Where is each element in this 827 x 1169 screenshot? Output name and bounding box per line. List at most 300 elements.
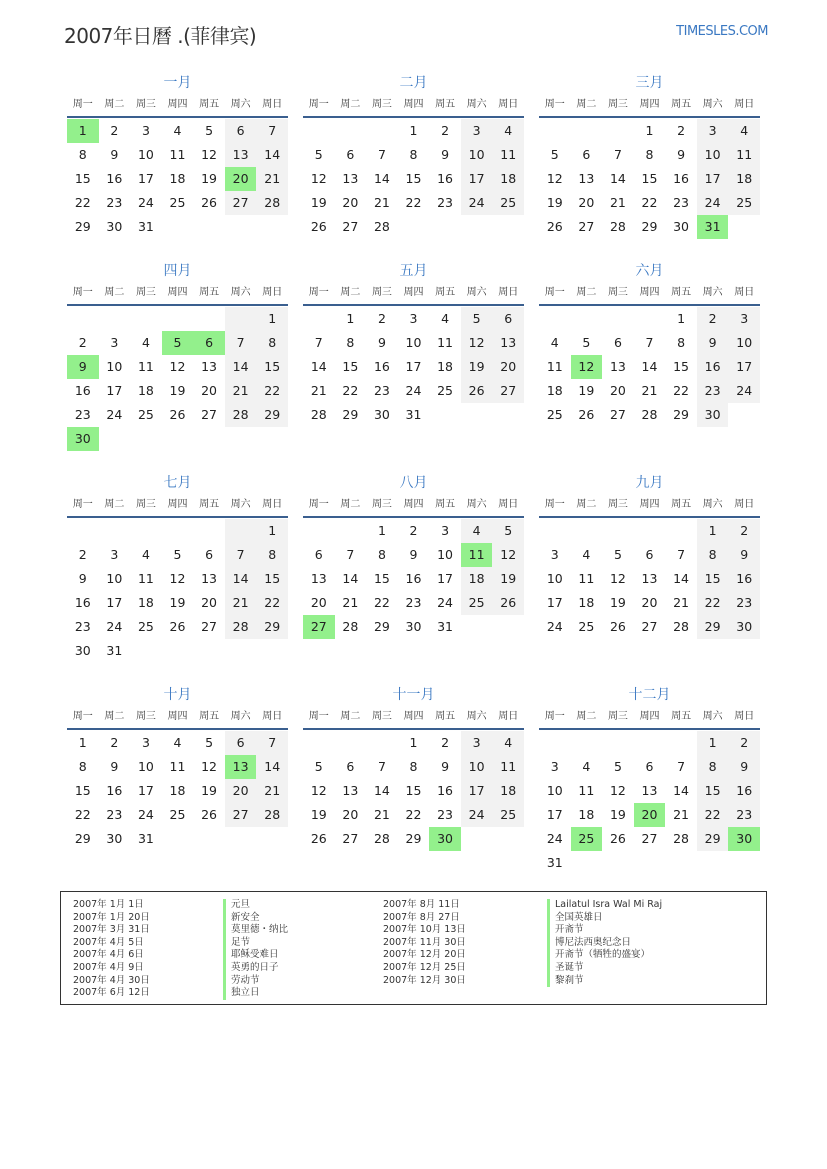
day-cell[interactable]: 24 xyxy=(461,803,493,827)
day-cell[interactable]: 10 xyxy=(697,143,729,167)
day-cell[interactable]: 16 xyxy=(405,571,422,586)
day-cell[interactable]: 7 xyxy=(314,335,323,350)
day-cell[interactable]: 19 xyxy=(201,171,218,186)
day-cell[interactable]: 30 xyxy=(106,219,123,234)
day-cell[interactable]: 14 xyxy=(342,571,359,586)
day-cell[interactable]: 12 xyxy=(310,783,327,798)
day-cell[interactable]: 10 xyxy=(546,783,563,798)
day-cell[interactable]: 26 xyxy=(201,807,218,822)
day-cell[interactable]: 15 xyxy=(256,567,288,591)
day-cell[interactable]: 13 xyxy=(342,783,359,798)
day-cell[interactable]: 24 xyxy=(546,619,563,634)
day-cell[interactable]: 29 xyxy=(373,619,390,634)
day-cell[interactable]: 2 xyxy=(697,307,729,331)
day-cell[interactable]: 16 xyxy=(728,567,760,591)
day-cell[interactable]: 3 xyxy=(141,123,150,138)
day-cell[interactable]: 3 xyxy=(461,731,493,755)
day-cell[interactable]: 29 xyxy=(697,827,729,851)
day-cell[interactable]: 30 xyxy=(429,827,461,851)
day-cell[interactable]: 5 xyxy=(205,735,214,750)
day-cell[interactable]: 25 xyxy=(571,827,603,851)
day-cell[interactable]: 18 xyxy=(437,359,454,374)
day-cell[interactable]: 26 xyxy=(609,831,626,846)
day-cell[interactable]: 2 xyxy=(110,735,119,750)
day-cell[interactable]: 19 xyxy=(578,383,595,398)
day-cell[interactable]: 8 xyxy=(677,335,686,350)
day-cell[interactable]: 12 xyxy=(546,171,563,186)
day-cell[interactable]: 8 xyxy=(78,759,87,774)
day-cell[interactable]: 11 xyxy=(169,147,186,162)
day-cell[interactable]: 18 xyxy=(137,595,154,610)
day-cell[interactable]: 11 xyxy=(137,571,154,586)
day-cell[interactable]: 23 xyxy=(437,807,454,822)
day-cell[interactable]: 8 xyxy=(256,331,288,355)
day-cell[interactable]: 17 xyxy=(106,595,123,610)
day-cell[interactable]: 31 xyxy=(697,215,729,239)
day-cell[interactable]: 4 xyxy=(550,335,559,350)
day-cell[interactable]: 28 xyxy=(225,403,257,427)
day-cell[interactable]: 22 xyxy=(373,595,390,610)
day-cell[interactable]: 12 xyxy=(201,147,218,162)
day-cell[interactable]: 17 xyxy=(461,779,493,803)
day-cell[interactable]: 2 xyxy=(441,123,450,138)
day-cell[interactable]: 6 xyxy=(582,147,591,162)
day-cell[interactable]: 31 xyxy=(437,619,454,634)
day-cell[interactable]: 10 xyxy=(405,335,422,350)
day-cell[interactable]: 4 xyxy=(141,547,150,562)
day-cell[interactable]: 23 xyxy=(74,407,91,422)
day-cell[interactable]: 15 xyxy=(256,355,288,379)
day-cell[interactable]: 13 xyxy=(641,571,658,586)
day-cell[interactable]: 1 xyxy=(677,311,686,326)
day-cell[interactable]: 4 xyxy=(173,123,182,138)
day-cell[interactable]: 2 xyxy=(409,523,418,538)
day-cell[interactable]: 18 xyxy=(728,167,760,191)
day-cell[interactable]: 30 xyxy=(74,643,91,658)
day-cell[interactable]: 5 xyxy=(613,547,622,562)
day-cell[interactable]: 13 xyxy=(310,571,327,586)
day-cell[interactable]: 13 xyxy=(609,359,626,374)
day-cell[interactable]: 7 xyxy=(677,759,686,774)
day-cell[interactable]: 27 xyxy=(225,191,257,215)
day-cell[interactable]: 28 xyxy=(673,831,690,846)
day-cell[interactable]: 7 xyxy=(377,147,386,162)
day-cell[interactable]: 27 xyxy=(578,219,595,234)
day-cell[interactable]: 18 xyxy=(169,171,186,186)
day-cell[interactable]: 12 xyxy=(461,331,493,355)
day-cell[interactable]: 14 xyxy=(373,783,390,798)
day-cell[interactable]: 29 xyxy=(641,219,658,234)
day-cell[interactable]: 14 xyxy=(609,171,626,186)
day-cell[interactable]: 28 xyxy=(373,831,390,846)
day-cell[interactable]: 16 xyxy=(437,783,454,798)
day-cell[interactable]: 21 xyxy=(373,807,390,822)
day-cell[interactable]: 24 xyxy=(106,619,123,634)
day-cell[interactable]: 6 xyxy=(193,331,225,355)
day-cell[interactable]: 22 xyxy=(641,195,658,210)
day-cell[interactable]: 26 xyxy=(169,619,186,634)
day-cell[interactable]: 9 xyxy=(728,543,760,567)
day-cell[interactable]: 24 xyxy=(728,379,760,403)
day-cell[interactable]: 11 xyxy=(578,571,595,586)
day-cell[interactable]: 6 xyxy=(492,307,524,331)
day-cell[interactable]: 1 xyxy=(256,307,288,331)
day-cell[interactable]: 5 xyxy=(613,759,622,774)
day-cell[interactable]: 5 xyxy=(205,123,214,138)
day-cell[interactable]: 26 xyxy=(169,407,186,422)
day-cell[interactable]: 16 xyxy=(373,359,390,374)
day-cell[interactable]: 9 xyxy=(441,147,450,162)
day-cell[interactable]: 8 xyxy=(697,543,729,567)
day-cell[interactable]: 28 xyxy=(256,191,288,215)
day-cell[interactable]: 24 xyxy=(546,831,563,846)
day-cell[interactable]: 1 xyxy=(645,123,654,138)
day-cell[interactable]: 11 xyxy=(492,143,524,167)
day-cell[interactable]: 9 xyxy=(78,571,87,586)
day-cell[interactable]: 28 xyxy=(641,407,658,422)
day-cell[interactable]: 9 xyxy=(110,759,119,774)
day-cell[interactable]: 23 xyxy=(673,195,690,210)
day-cell[interactable]: 8 xyxy=(645,147,654,162)
day-cell[interactable]: 14 xyxy=(641,359,658,374)
day-cell[interactable]: 20 xyxy=(609,383,626,398)
day-cell[interactable]: 10 xyxy=(461,143,493,167)
day-cell[interactable]: 6 xyxy=(225,731,257,755)
day-cell[interactable]: 20 xyxy=(492,355,524,379)
day-cell[interactable]: 5 xyxy=(173,547,182,562)
day-cell[interactable]: 11 xyxy=(137,359,154,374)
day-cell[interactable]: 25 xyxy=(437,383,454,398)
site-name[interactable]: TIMESLES.COM xyxy=(676,24,768,39)
day-cell[interactable]: 16 xyxy=(673,171,690,186)
day-cell[interactable]: 22 xyxy=(74,195,91,210)
day-cell[interactable]: 9 xyxy=(697,331,729,355)
day-cell[interactable]: 30 xyxy=(697,403,729,427)
day-cell[interactable]: 15 xyxy=(405,783,422,798)
day-cell[interactable]: 21 xyxy=(673,595,690,610)
day-cell[interactable]: 17 xyxy=(437,571,454,586)
day-cell[interactable]: 23 xyxy=(106,807,123,822)
day-cell[interactable]: 23 xyxy=(728,591,760,615)
day-cell[interactable]: 27 xyxy=(342,219,359,234)
day-cell[interactable]: 7 xyxy=(256,119,288,143)
day-cell[interactable]: 27 xyxy=(609,407,626,422)
day-cell[interactable]: 30 xyxy=(728,615,760,639)
day-cell[interactable]: 3 xyxy=(461,119,493,143)
day-cell[interactable]: 21 xyxy=(373,195,390,210)
day-cell[interactable]: 4 xyxy=(141,335,150,350)
day-cell[interactable]: 22 xyxy=(697,591,729,615)
day-cell[interactable]: 1 xyxy=(78,735,87,750)
day-cell[interactable]: 7 xyxy=(256,731,288,755)
day-cell[interactable]: 28 xyxy=(225,615,257,639)
day-cell[interactable]: 16 xyxy=(106,171,123,186)
day-cell[interactable]: 17 xyxy=(461,167,493,191)
day-cell[interactable]: 14 xyxy=(373,171,390,186)
day-cell[interactable]: 15 xyxy=(697,779,729,803)
day-cell[interactable]: 7 xyxy=(225,331,257,355)
day-cell[interactable]: 26 xyxy=(578,407,595,422)
day-cell[interactable]: 6 xyxy=(645,547,654,562)
day-cell[interactable]: 13 xyxy=(578,171,595,186)
day-cell[interactable]: 9 xyxy=(110,147,119,162)
day-cell[interactable]: 27 xyxy=(201,407,218,422)
day-cell[interactable]: 27 xyxy=(201,619,218,634)
day-cell[interactable]: 20 xyxy=(641,595,658,610)
day-cell[interactable]: 7 xyxy=(677,547,686,562)
day-cell[interactable]: 8 xyxy=(256,543,288,567)
day-cell[interactable]: 1 xyxy=(697,731,729,755)
day-cell[interactable]: 10 xyxy=(106,571,123,586)
day-cell[interactable]: 23 xyxy=(697,379,729,403)
day-cell[interactable]: 14 xyxy=(225,355,257,379)
day-cell[interactable]: 1 xyxy=(346,311,355,326)
day-cell[interactable]: 18 xyxy=(546,383,563,398)
day-cell[interactable]: 28 xyxy=(373,219,390,234)
day-cell[interactable]: 6 xyxy=(205,547,214,562)
day-cell[interactable]: 9 xyxy=(441,759,450,774)
day-cell[interactable]: 7 xyxy=(377,759,386,774)
day-cell[interactable]: 12 xyxy=(571,355,603,379)
day-cell[interactable]: 1 xyxy=(409,123,418,138)
day-cell[interactable]: 16 xyxy=(728,779,760,803)
day-cell[interactable]: 24 xyxy=(137,807,154,822)
day-cell[interactable]: 19 xyxy=(609,595,626,610)
day-cell[interactable]: 2 xyxy=(110,123,119,138)
day-cell[interactable]: 11 xyxy=(578,783,595,798)
day-cell[interactable]: 20 xyxy=(201,595,218,610)
day-cell[interactable]: 17 xyxy=(728,355,760,379)
day-cell[interactable]: 5 xyxy=(582,335,591,350)
day-cell[interactable]: 31 xyxy=(137,831,154,846)
day-cell[interactable]: 12 xyxy=(609,571,626,586)
day-cell[interactable]: 13 xyxy=(342,171,359,186)
day-cell[interactable]: 11 xyxy=(437,335,454,350)
day-cell[interactable]: 30 xyxy=(106,831,123,846)
day-cell[interactable]: 28 xyxy=(310,407,327,422)
day-cell[interactable]: 2 xyxy=(78,335,87,350)
day-cell[interactable]: 25 xyxy=(461,591,493,615)
day-cell[interactable]: 4 xyxy=(582,759,591,774)
day-cell[interactable]: 28 xyxy=(673,619,690,634)
day-cell[interactable]: 3 xyxy=(110,547,119,562)
day-cell[interactable]: 20 xyxy=(225,779,257,803)
day-cell[interactable]: 8 xyxy=(697,755,729,779)
day-cell[interactable]: 9 xyxy=(67,355,99,379)
day-cell[interactable]: 6 xyxy=(613,335,622,350)
day-cell[interactable]: 7 xyxy=(613,147,622,162)
day-cell[interactable]: 8 xyxy=(346,335,355,350)
day-cell[interactable]: 31 xyxy=(106,643,123,658)
day-cell[interactable]: 15 xyxy=(74,171,91,186)
day-cell[interactable]: 26 xyxy=(201,195,218,210)
day-cell[interactable]: 25 xyxy=(492,191,524,215)
day-cell[interactable]: 18 xyxy=(169,783,186,798)
day-cell[interactable]: 1 xyxy=(377,523,386,538)
day-cell[interactable]: 26 xyxy=(310,219,327,234)
day-cell[interactable]: 29 xyxy=(673,407,690,422)
day-cell[interactable]: 9 xyxy=(677,147,686,162)
day-cell[interactable]: 27 xyxy=(641,831,658,846)
day-cell[interactable]: 20 xyxy=(578,195,595,210)
day-cell[interactable]: 30 xyxy=(67,427,99,451)
day-cell[interactable]: 13 xyxy=(492,331,524,355)
day-cell[interactable]: 25 xyxy=(169,195,186,210)
day-cell[interactable]: 10 xyxy=(461,755,493,779)
day-cell[interactable]: 25 xyxy=(578,619,595,634)
day-cell[interactable]: 22 xyxy=(697,803,729,827)
day-cell[interactable]: 4 xyxy=(582,547,591,562)
day-cell[interactable]: 8 xyxy=(409,147,418,162)
day-cell[interactable]: 13 xyxy=(201,359,218,374)
day-cell[interactable]: 30 xyxy=(405,619,422,634)
day-cell[interactable]: 26 xyxy=(609,619,626,634)
day-cell[interactable]: 27 xyxy=(641,619,658,634)
day-cell[interactable]: 15 xyxy=(342,359,359,374)
day-cell[interactable]: 13 xyxy=(641,783,658,798)
day-cell[interactable]: 24 xyxy=(106,407,123,422)
day-cell[interactable]: 6 xyxy=(346,759,355,774)
day-cell[interactable]: 19 xyxy=(310,195,327,210)
day-cell[interactable]: 2 xyxy=(441,735,450,750)
day-cell[interactable]: 16 xyxy=(74,595,91,610)
day-cell[interactable]: 5 xyxy=(550,147,559,162)
day-cell[interactable]: 25 xyxy=(728,191,760,215)
day-cell[interactable]: 26 xyxy=(492,591,524,615)
day-cell[interactable]: 17 xyxy=(546,595,563,610)
day-cell[interactable]: 9 xyxy=(728,755,760,779)
day-cell[interactable]: 14 xyxy=(256,755,288,779)
day-cell[interactable]: 4 xyxy=(492,731,524,755)
day-cell[interactable]: 1 xyxy=(697,519,729,543)
day-cell[interactable]: 22 xyxy=(74,807,91,822)
day-cell[interactable]: 29 xyxy=(697,615,729,639)
day-cell[interactable]: 12 xyxy=(201,759,218,774)
day-cell[interactable]: 19 xyxy=(546,195,563,210)
day-cell[interactable]: 14 xyxy=(310,359,327,374)
day-cell[interactable]: 12 xyxy=(169,359,186,374)
day-cell[interactable]: 9 xyxy=(409,547,418,562)
day-cell[interactable]: 20 xyxy=(342,807,359,822)
day-cell[interactable]: 28 xyxy=(256,803,288,827)
day-cell[interactable]: 15 xyxy=(405,171,422,186)
day-cell[interactable]: 11 xyxy=(728,143,760,167)
day-cell[interactable]: 20 xyxy=(225,167,257,191)
day-cell[interactable]: 25 xyxy=(492,803,524,827)
day-cell[interactable]: 14 xyxy=(673,783,690,798)
day-cell[interactable]: 10 xyxy=(137,759,154,774)
day-cell[interactable]: 12 xyxy=(169,571,186,586)
day-cell[interactable]: 21 xyxy=(225,379,257,403)
day-cell[interactable]: 18 xyxy=(137,383,154,398)
day-cell[interactable]: 11 xyxy=(492,755,524,779)
day-cell[interactable]: 23 xyxy=(106,195,123,210)
day-cell[interactable]: 16 xyxy=(697,355,729,379)
day-cell[interactable]: 19 xyxy=(461,355,493,379)
day-cell[interactable]: 3 xyxy=(697,119,729,143)
day-cell[interactable]: 11 xyxy=(461,543,493,567)
day-cell[interactable]: 4 xyxy=(173,735,182,750)
day-cell[interactable]: 20 xyxy=(634,803,666,827)
day-cell[interactable]: 2 xyxy=(728,731,760,755)
day-cell[interactable]: 30 xyxy=(673,219,690,234)
day-cell[interactable]: 20 xyxy=(342,195,359,210)
day-cell[interactable]: 29 xyxy=(256,403,288,427)
day-cell[interactable]: 16 xyxy=(106,783,123,798)
day-cell[interactable]: 22 xyxy=(405,195,422,210)
day-cell[interactable]: 17 xyxy=(137,171,154,186)
day-cell[interactable]: 18 xyxy=(461,567,493,591)
day-cell[interactable]: 12 xyxy=(310,171,327,186)
day-cell[interactable]: 24 xyxy=(461,191,493,215)
day-cell[interactable]: 17 xyxy=(137,783,154,798)
day-cell[interactable]: 19 xyxy=(310,807,327,822)
day-cell[interactable]: 31 xyxy=(137,219,154,234)
day-cell[interactable]: 24 xyxy=(697,191,729,215)
day-cell[interactable]: 24 xyxy=(405,383,422,398)
day-cell[interactable]: 8 xyxy=(78,147,87,162)
day-cell[interactable]: 22 xyxy=(256,379,288,403)
day-cell[interactable]: 19 xyxy=(169,595,186,610)
day-cell[interactable]: 21 xyxy=(256,779,288,803)
day-cell[interactable]: 29 xyxy=(342,407,359,422)
day-cell[interactable]: 29 xyxy=(74,831,91,846)
day-cell[interactable]: 17 xyxy=(546,807,563,822)
day-cell[interactable]: 25 xyxy=(137,619,154,634)
day-cell[interactable]: 24 xyxy=(137,195,154,210)
day-cell[interactable]: 7 xyxy=(225,543,257,567)
day-cell[interactable]: 6 xyxy=(314,547,323,562)
day-cell[interactable]: 19 xyxy=(201,783,218,798)
day-cell[interactable]: 19 xyxy=(492,567,524,591)
day-cell[interactable]: 2 xyxy=(78,547,87,562)
day-cell[interactable]: 22 xyxy=(673,383,690,398)
day-cell[interactable]: 3 xyxy=(550,547,559,562)
day-cell[interactable]: 21 xyxy=(641,383,658,398)
day-cell[interactable]: 18 xyxy=(492,167,524,191)
day-cell[interactable]: 10 xyxy=(728,331,760,355)
day-cell[interactable]: 14 xyxy=(225,567,257,591)
day-cell[interactable]: 15 xyxy=(641,171,658,186)
day-cell[interactable]: 7 xyxy=(346,547,355,562)
day-cell[interactable]: 4 xyxy=(728,119,760,143)
day-cell[interactable]: 26 xyxy=(310,831,327,846)
day-cell[interactable]: 15 xyxy=(373,571,390,586)
day-cell[interactable]: 28 xyxy=(342,619,359,634)
day-cell[interactable]: 15 xyxy=(697,567,729,591)
day-cell[interactable]: 21 xyxy=(225,591,257,615)
day-cell[interactable]: 20 xyxy=(201,383,218,398)
day-cell[interactable]: 23 xyxy=(405,595,422,610)
day-cell[interactable]: 9 xyxy=(377,335,386,350)
day-cell[interactable]: 8 xyxy=(409,759,418,774)
day-cell[interactable]: 3 xyxy=(110,335,119,350)
day-cell[interactable]: 11 xyxy=(546,359,563,374)
day-cell[interactable]: 15 xyxy=(673,359,690,374)
day-cell[interactable]: 19 xyxy=(609,807,626,822)
day-cell[interactable]: 10 xyxy=(106,359,123,374)
day-cell[interactable]: 28 xyxy=(609,219,626,234)
day-cell[interactable]: 17 xyxy=(106,383,123,398)
day-cell[interactable]: 27 xyxy=(492,379,524,403)
day-cell[interactable]: 30 xyxy=(728,827,760,851)
day-cell[interactable]: 27 xyxy=(303,615,335,639)
day-cell[interactable]: 21 xyxy=(609,195,626,210)
day-cell[interactable]: 16 xyxy=(437,171,454,186)
day-cell[interactable]: 26 xyxy=(461,379,493,403)
day-cell[interactable]: 3 xyxy=(550,759,559,774)
day-cell[interactable]: 22 xyxy=(256,591,288,615)
